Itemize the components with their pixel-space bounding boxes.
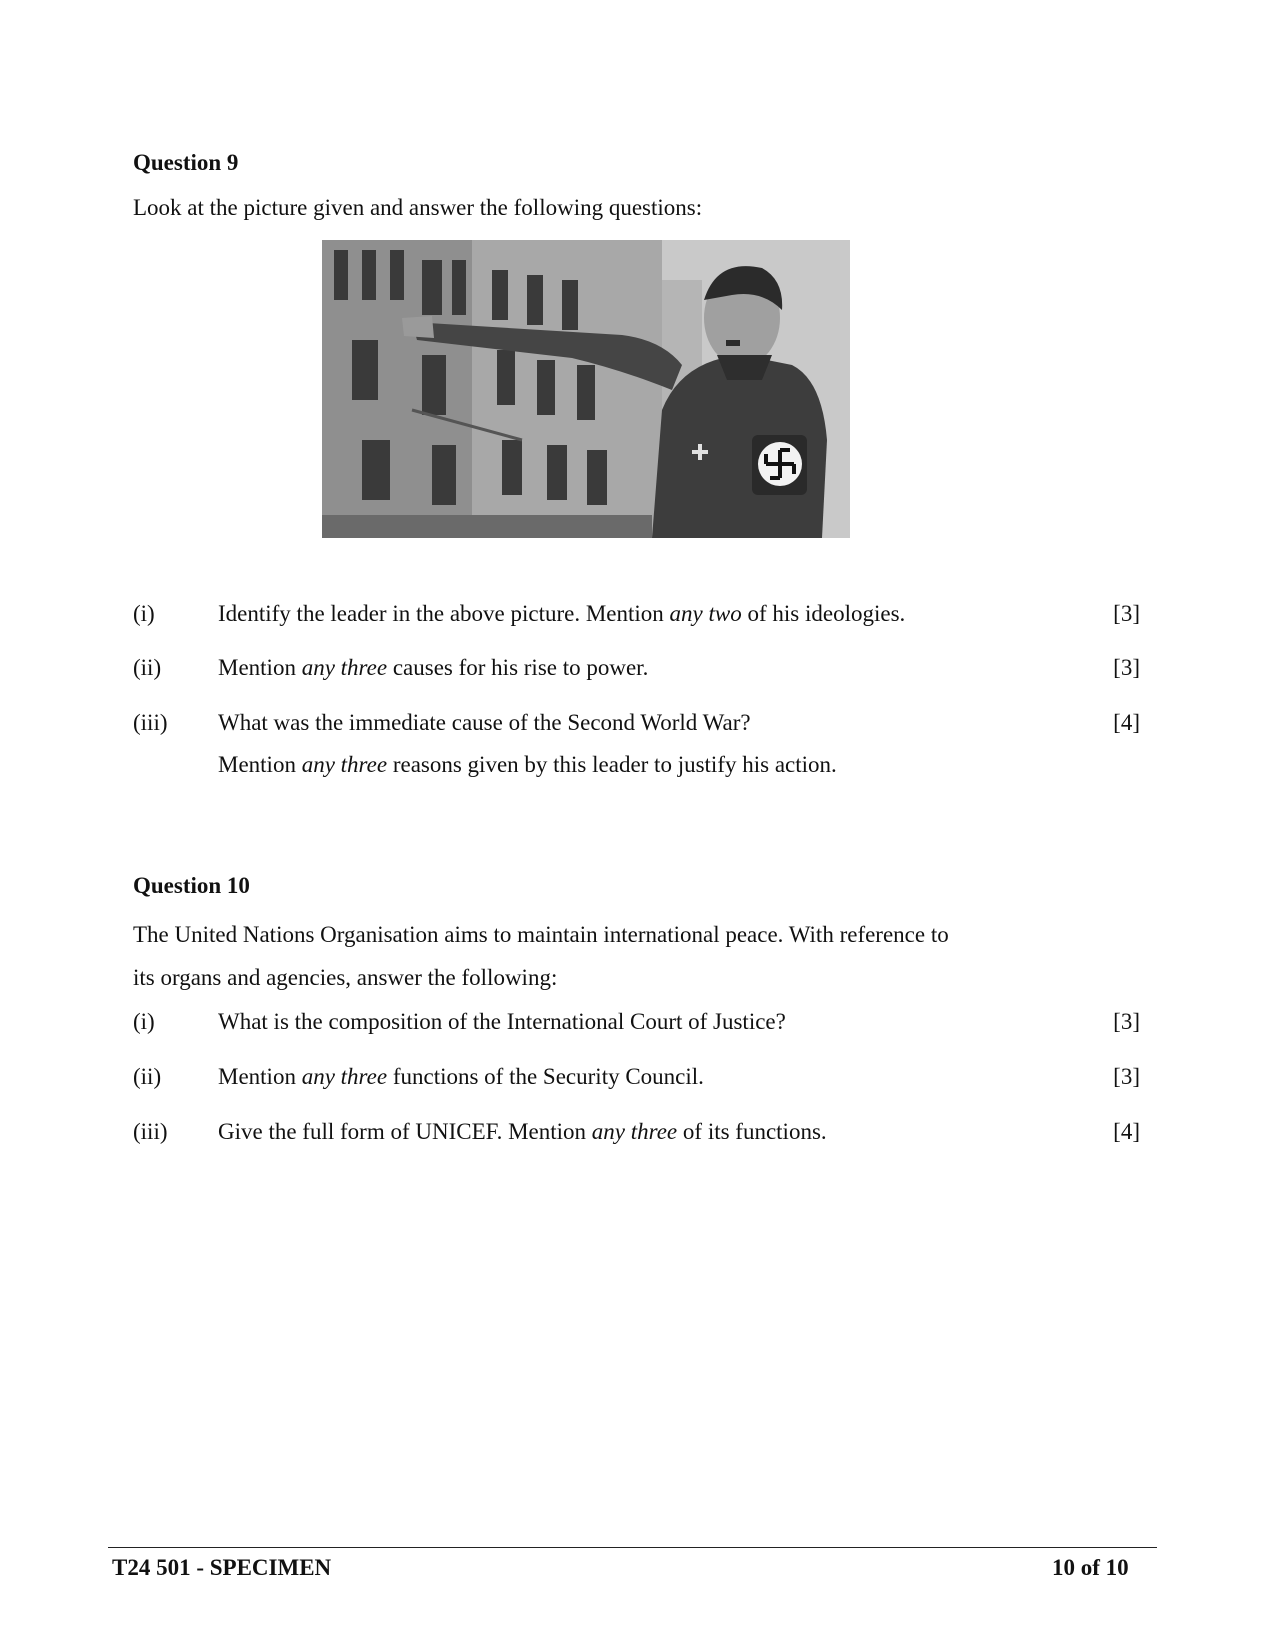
q9-item-1-marks: [3] xyxy=(1113,601,1140,626)
q10-item-3-number: (iii) xyxy=(133,1119,168,1144)
footer-paper-code: T24 501 - SPECIMEN xyxy=(112,1555,332,1580)
q9-item-3-text-line2: Mention any three reasons given by this leader to justify his action. xyxy=(218,752,837,777)
q10-item-1-marks: [3] xyxy=(1113,1009,1140,1034)
q10-item-2-marks: [3] xyxy=(1113,1064,1140,1089)
q10-item-1-number: (i) xyxy=(133,1009,155,1034)
q9-item-2-number: (ii) xyxy=(133,655,162,680)
question-10-intro-line1: The United Nations Organisation aims to maintain international peace. With reference to xyxy=(133,922,949,947)
q9-item-3-marks: [4] xyxy=(1113,710,1140,735)
q9-item-3-number: (iii) xyxy=(133,710,168,735)
question-10-title: Question 10 xyxy=(133,873,250,898)
q9-item-2-text: Mention any three causes for his rise to power. xyxy=(218,655,649,680)
q10-item-3-marks: [4] xyxy=(1113,1119,1140,1144)
photo-illustration xyxy=(322,240,850,538)
q10-item-2-number: (ii) xyxy=(133,1064,162,1089)
q10-item-3-text: Give the full form of UNICEF. Mention any three of its functions. xyxy=(218,1119,827,1144)
q10-item-1-text: What is the composition of the International Court of Justice? xyxy=(218,1009,786,1034)
question-9-title: Question 9 xyxy=(133,150,239,175)
footer-page-number: 10 of 10 xyxy=(1052,1555,1129,1580)
question-10-intro-line2: its organs and agencies, answer the following: xyxy=(133,965,558,990)
q9-item-2-marks: [3] xyxy=(1113,655,1140,680)
leader-photo xyxy=(322,240,850,538)
q9-item-3-text: What was the immediate cause of the Second World War? xyxy=(218,710,751,735)
question-9-intro: Look at the picture given and answer the following questions: xyxy=(133,195,703,220)
footer-divider xyxy=(108,1547,1157,1548)
q9-item-1-text: Identify the leader in the above picture. Mention any two of his ideologies. xyxy=(218,601,906,626)
q9-item-1-number: (i) xyxy=(133,601,155,626)
q10-item-2-text: Mention any three functions of the Security Council. xyxy=(218,1064,704,1089)
